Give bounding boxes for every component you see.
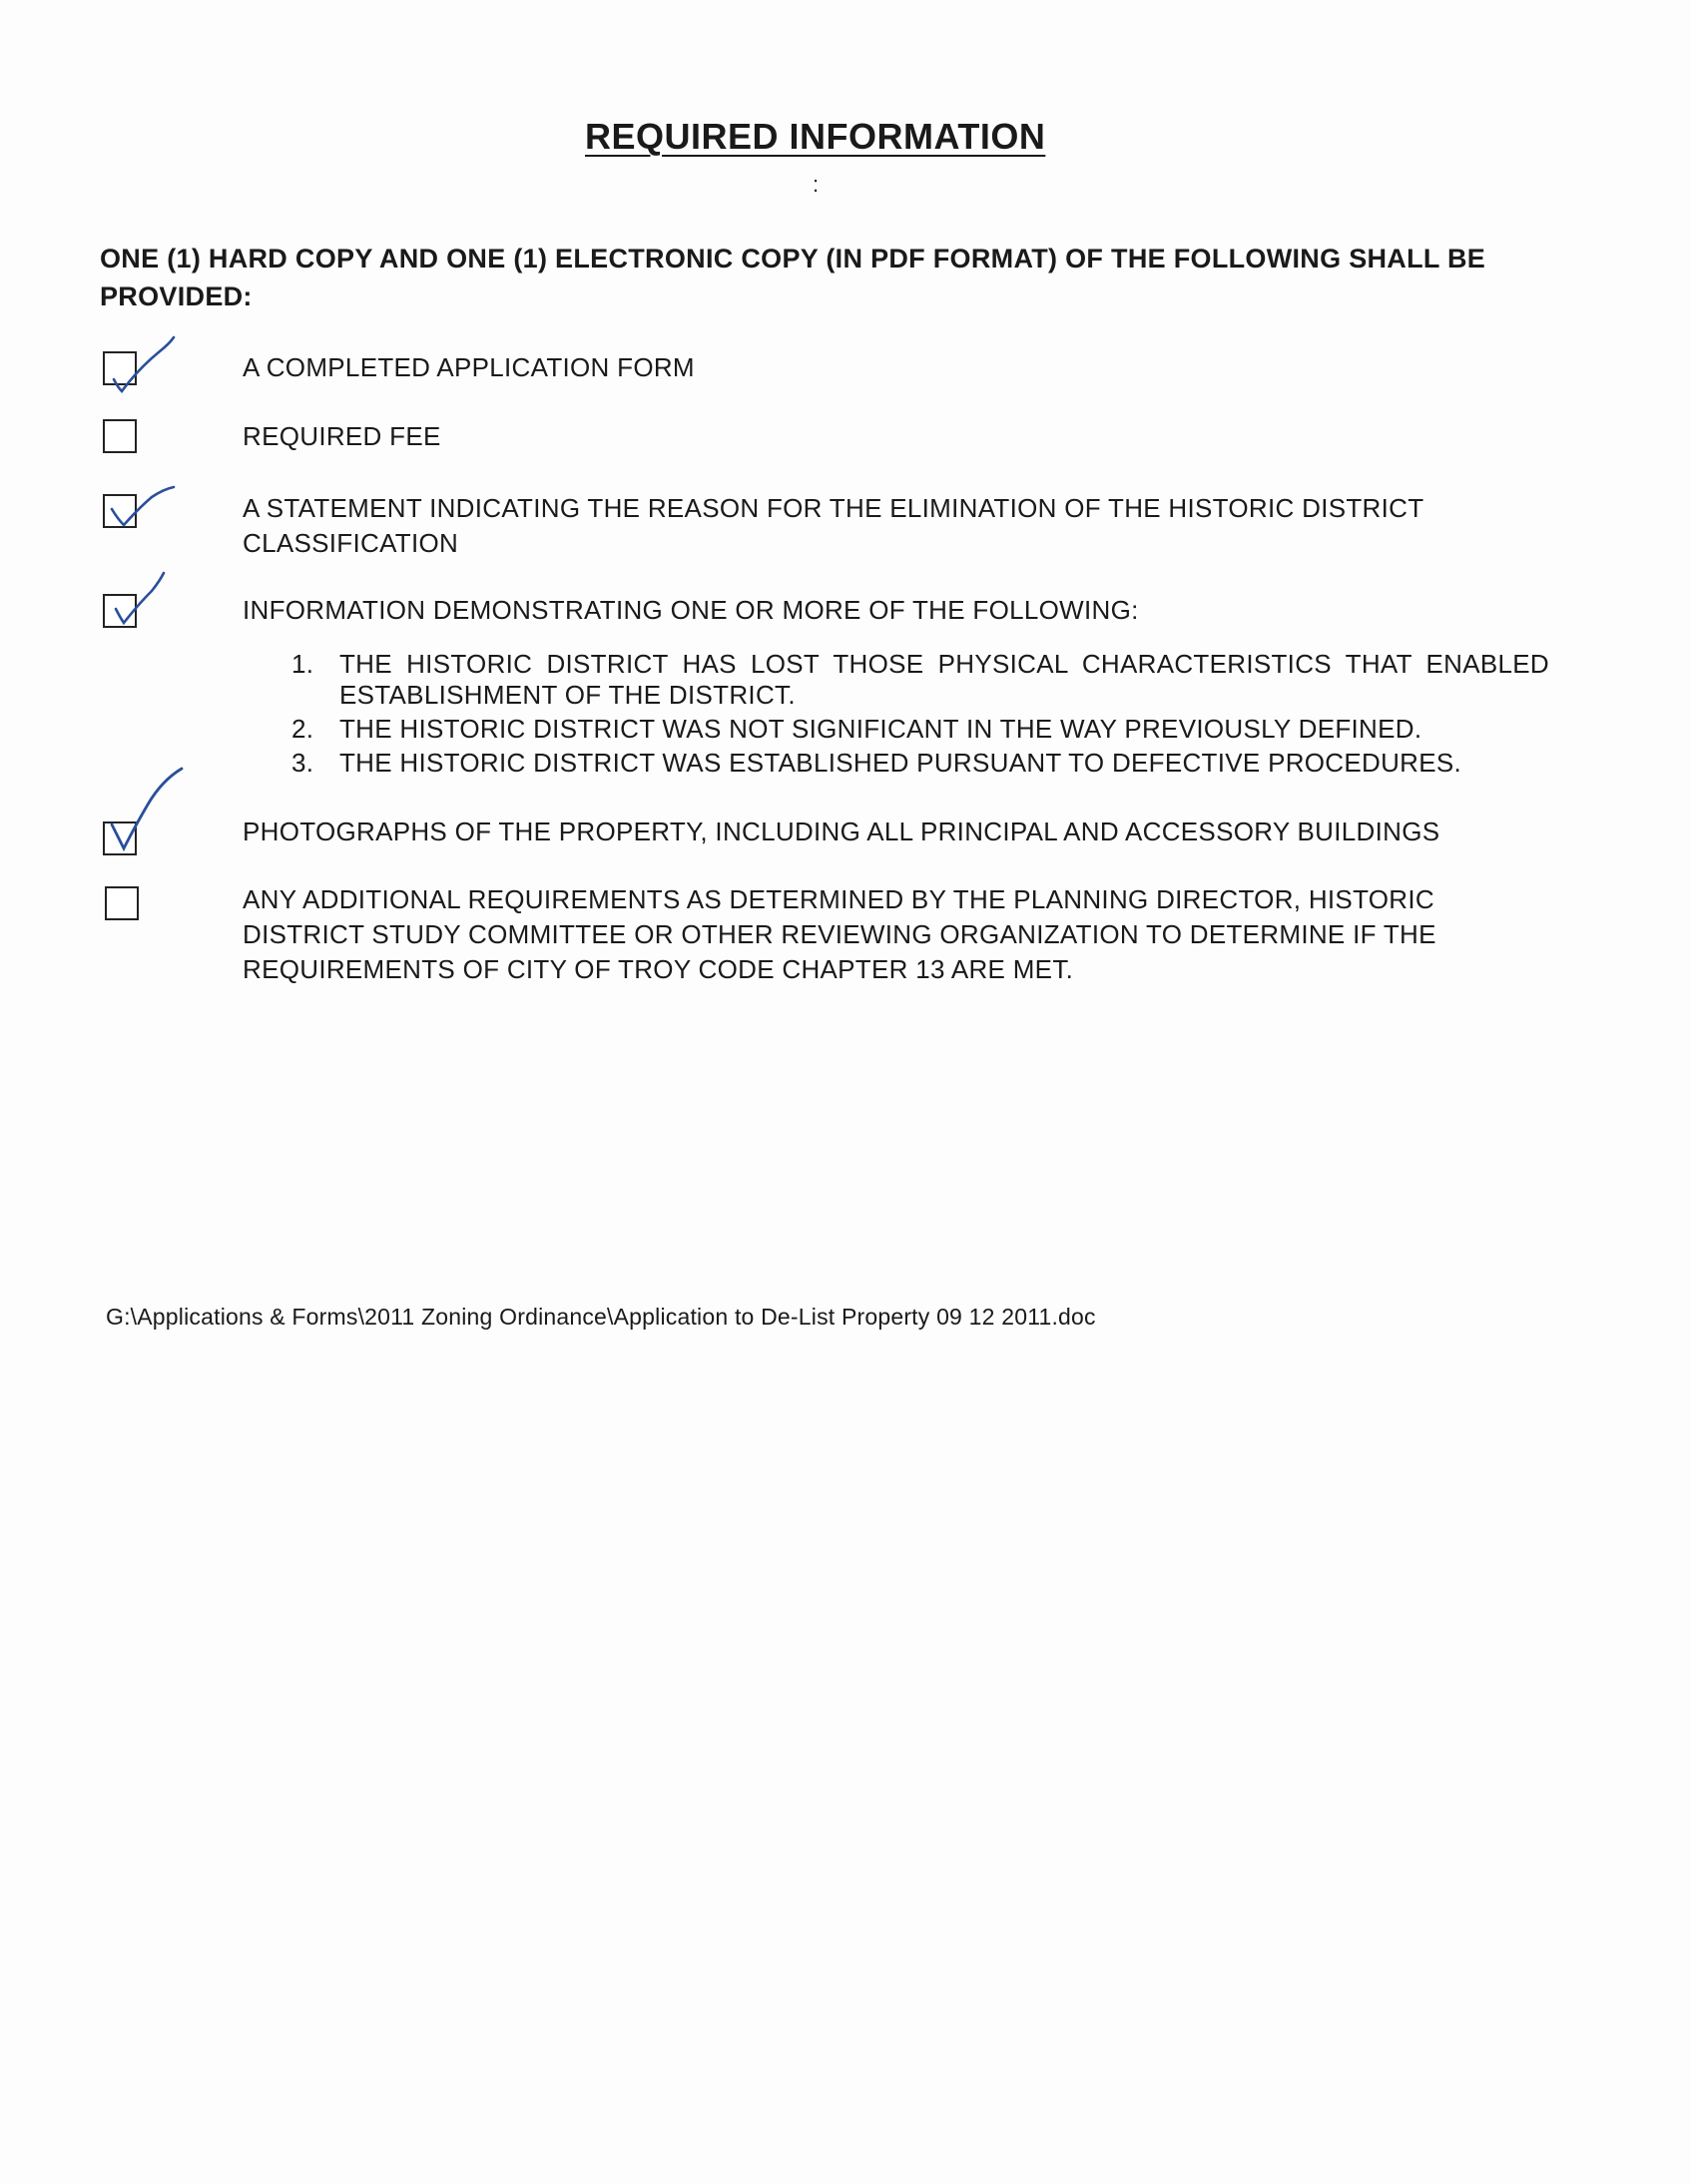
handwritten-check-icon <box>104 565 194 645</box>
sub-list-item <box>291 714 1549 745</box>
checkbox-required-fee[interactable] <box>103 419 137 453</box>
page-title: REQUIRED INFORMATION <box>585 116 1046 157</box>
sub-list-text: THE HISTORIC DISTRICT WAS NOT SIGNIFICANT IN THE WAY PREVIOUSLY DEFINED. <box>339 714 1422 744</box>
handwritten-check-icon <box>108 329 198 399</box>
checklist-item-label: ANY ADDITIONAL REQUIREMENTS AS DETERMINED BY THE PLANNING DIRECTOR, HISTORIC DISTRICT STUDY COMMITTEE OR OTHER REVIEWING ORGANIZATION TO DETERMINE IF THE REQUIREMENTS OF CITY OF TROY CODE CHAPTER 13 ARE MET. <box>243 884 1436 984</box>
sub-list-number: 2. <box>291 714 314 744</box>
handwritten-check-icon <box>104 475 194 545</box>
intro-heading: ONE (1) HARD COPY AND ONE (1) ELECTRONIC COPY (IN PDF FORMAT) OF THE FOLLOWING SHALL BE PROVIDED: <box>100 244 1486 311</box>
checklist-item-label: A STATEMENT INDICATING THE REASON FOR THE ELIMINATION OF THE HISTORIC DISTRICT CLASSIFICATION <box>243 493 1423 558</box>
file-path-footer: G:\Applications & Forms\2011 Zoning Ordinance\Application to De-List Property 09 12 2011.doc <box>106 1304 1096 1330</box>
sub-list-text: THE HISTORIC DISTRICT HAS LOST THOSE PHYSICAL CHARACTERISTICS THAT ENABLED ESTABLISHMENT OF THE DISTRICT. <box>339 649 1549 710</box>
checklist-item-label: INFORMATION DEMONSTRATING ONE OR MORE OF THE FOLLOWING: <box>243 595 1139 625</box>
sub-list-number: 1. <box>291 649 314 679</box>
checklist-item-label: REQUIRED FEE <box>243 421 441 451</box>
handwritten-check-icon <box>100 751 210 860</box>
checklist-item-label: A COMPLETED APPLICATION FORM <box>243 352 695 382</box>
title-colon-mark: : <box>813 172 820 197</box>
sub-list-item <box>291 748 1549 779</box>
sub-list-number: 3. <box>291 748 314 778</box>
sub-list-text: THE HISTORIC DISTRICT WAS ESTABLISHED PURSUANT TO DEFECTIVE PROCEDURES. <box>339 748 1462 778</box>
checkbox-additional-requirements[interactable] <box>105 886 139 920</box>
checklist-item-label: PHOTOGRAPHS OF THE PROPERTY, INCLUDING ALL PRINCIPAL AND ACCESSORY BUILDINGS <box>243 817 1440 846</box>
sub-list-item <box>291 649 1549 711</box>
sub-criteria-list <box>291 649 1549 782</box>
